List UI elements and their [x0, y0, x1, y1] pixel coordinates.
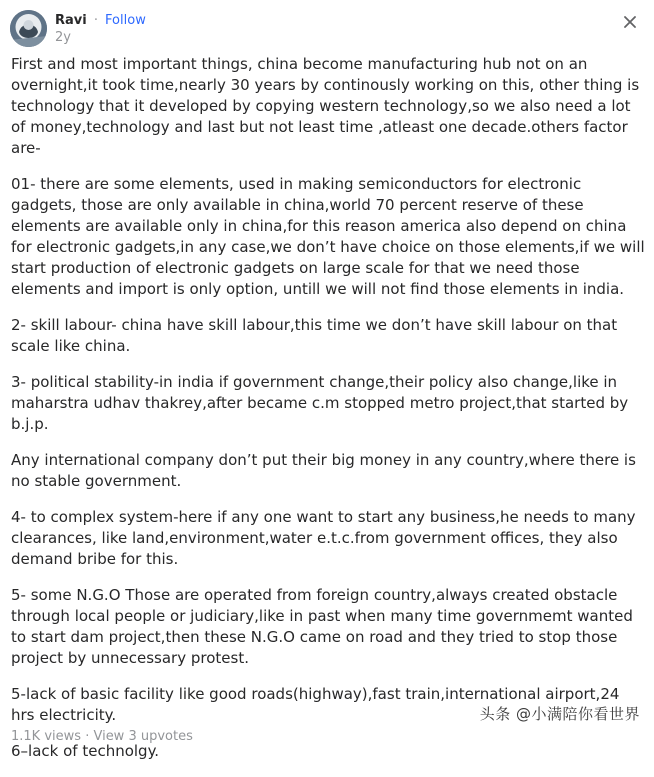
answer-body [11, 54, 645, 777]
paragraph: 4- to complex system-here if any one want to start any business,he needs to many clearances, like land,environment,water e.t.c.from government offices, they also demand bribe for this. [11, 508, 636, 568]
separator-dot: · [85, 729, 90, 744]
close-icon [620, 12, 640, 32]
paragraph: 2- skill labour- china have skill labour,this time we don’t have skill labour on that scale like china. [11, 316, 618, 355]
paragraph: First and most important things, china become manufacturing hub not on an overnight,it took time,nearly 30 years by continously working on this, other thing is technology that it developed by copying western technology,so we also need a lot of money,technology and last but not least time ,atleast one decade.others factor are- [11, 55, 640, 157]
close-button[interactable] [620, 12, 640, 32]
paragraph: 01- there are some elements, used in making semiconductors for electronic gadgets, those are only available in china,world 70 percent reserve of these elements are available only in china,for this reason america also depend on china for electronic gadgets,in any case,we don’t have choice on those elements,if we will start production of electronic gadgets on large scale for that we need those elements and import is only option, untill we will not find those elements in india. [11, 175, 645, 298]
timestamp[interactable]: 2y [55, 30, 71, 45]
paragraph: 5-lack of basic facility like good roads(highway),fast train,international airport,24 hrs electricity. [11, 685, 620, 724]
avatar-image [10, 10, 47, 47]
watermark: 头条 @小满陪你看世界 [479, 705, 640, 723]
answer-stats [11, 729, 193, 745]
separator-dot: · [93, 13, 98, 28]
paragraph: 6–lack of technolgy. [11, 742, 160, 760]
answer-header [10, 8, 644, 48]
author-name[interactable]: Ravi [55, 13, 87, 28]
paragraph: Any international company don’t put their big money in any country,where there is no stable government. [11, 451, 636, 490]
avatar[interactable] [10, 10, 47, 47]
view-count[interactable]: 1.1K views [11, 729, 82, 744]
paragraph: 5- some N.G.O Those are operated from foreign country,always created obstacle through local people or judiciary,like in past when many time governmemt wanted to start dam project,then these N.G.O came on road and they tried to stop those project by unnecessary protest. [11, 586, 633, 667]
paragraph: 3- political stability-in india if government change,their policy also change,like in maharstra udhav thakrey,after became c.m stopped metro project,that started by b.j.p. [11, 373, 629, 433]
view-upvotes-link[interactable]: View 3 upvotes [93, 729, 193, 744]
follow-button[interactable]: Follow [105, 13, 146, 28]
author-line [55, 10, 146, 29]
